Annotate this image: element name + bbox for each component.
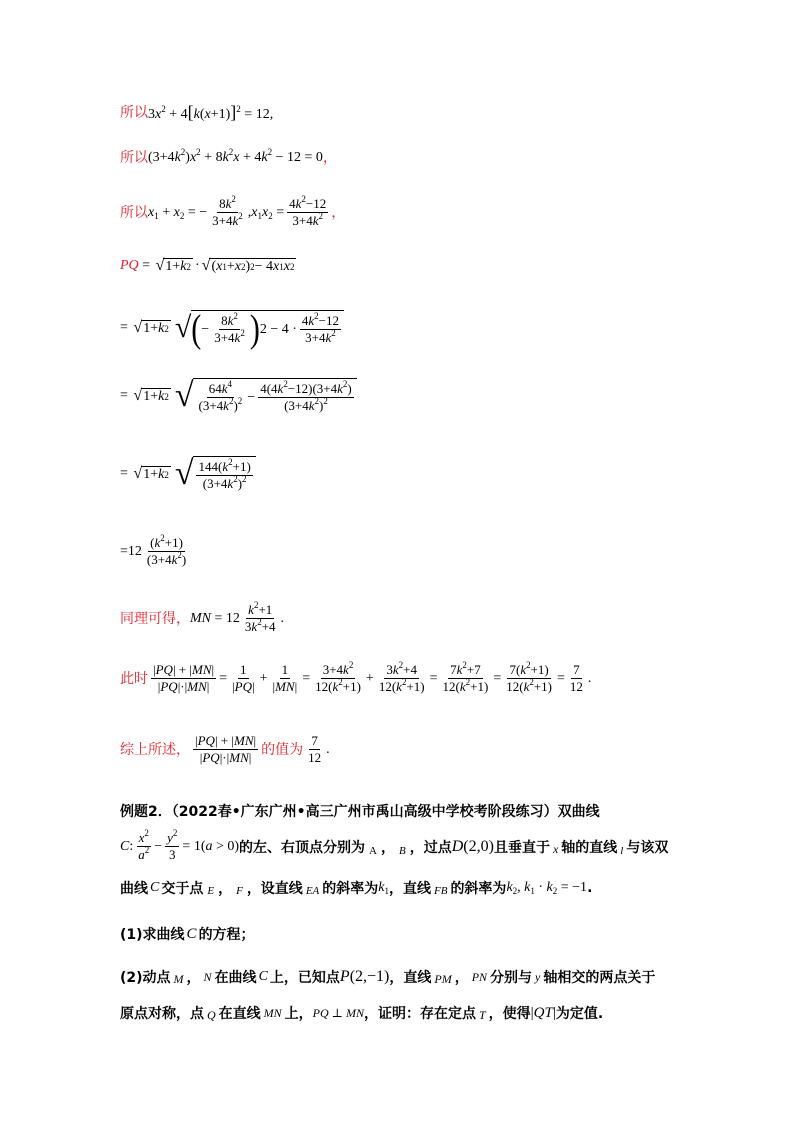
text-ex-l2b: ，过点 — [409, 839, 452, 856]
equation-line-11: 综上所述， $\frac{|PQ| + |MN|}{|PQ|\cdot|MN|}$ 的值为 $\frac{7}{12}$ . — [120, 733, 330, 766]
text-ex-l3f: 的斜率为 — [450, 881, 507, 897]
text-ex-l3b: 交于点 — [161, 881, 204, 897]
equation-line-4: PQ = √ 1+ k 2 · √ ( x 1 + x 2 ) 2 − 4 x 1 x 2 — [120, 257, 295, 274]
question-2: (2)动点 M ， N 在曲线 C 上，已知点 P(2,−1) ，直线 PM ， PN 分别与 y 轴相交的两点关于 — [120, 968, 656, 986]
text-q3e: ，使得 — [488, 1006, 531, 1022]
equation-line-2: 所以 $(3+4k^2)x^2 + 8k^2x + 4k^2 - 12 = 0$ ， — [120, 147, 337, 166]
text-q1b: 的方程； — [198, 927, 255, 943]
text-ex-l2d: 轴的直线 — [561, 839, 618, 856]
text-q2d: ，直线 — [389, 970, 432, 986]
text-ex-l3c: ，设直线 — [246, 881, 303, 897]
text-ex-l3e: ，直线 — [388, 881, 431, 897]
text-q3a: 原点对称，点 — [120, 1006, 204, 1022]
equation-line-1: 所以 $3x^2 + 4[k(x+1)]^2 = 12$, — [120, 102, 274, 122]
example-title: 例题2．（2022春•广东广州•高三广州市禹山高级中学校考阶段练习）双曲线 — [120, 804, 600, 820]
text-suoyi: 所以 — [120, 150, 148, 166]
text-tongli: 同理可得， — [120, 610, 190, 627]
text-q2a: (2)动点 — [120, 970, 171, 986]
text-suoyi: 所以 — [120, 204, 148, 221]
equation-line-7: = √ 1+ k 2 √ $\frac{144(k^2+1)}{(3+4k^2)^2}$ — [120, 456, 256, 493]
equation-line-5: = √ 1+ k 2 √ ( − $\frac{8k^2}{3+4k^2}$ ) 2 − 4 · $\frac{4k^2-12}{3+4k^2}$ — [120, 310, 344, 347]
text-q2f: 轴相交的两点关于 — [543, 970, 656, 986]
text-q1a: (1)求曲线 — [120, 927, 185, 943]
equation-line-9: 同理可得， MN = 12 $\frac{k^2+1}{3k^2+4}$ . — [120, 600, 285, 635]
text-cishi: 此时 — [120, 670, 148, 687]
text-q3c: 上， — [284, 1006, 313, 1022]
example-line-2: C: $\frac{x^2}{a^2}$ − $\frac{y^2}{3}$ = 1(a > 0) 的左、右顶点分别为 A ， B ，过点 D(2,0) 且垂直于 x 轴的直线 l 与该双 — [120, 828, 669, 863]
text-suoyi: 所以 — [120, 104, 148, 121]
text-ex-l3a: 曲线 — [120, 881, 148, 897]
text-q3d: ，证明：存在定点 — [363, 1006, 476, 1022]
text-ex-l2a: 的左、右顶点分别为 — [239, 839, 366, 856]
text-ex-l2e: 与该双 — [626, 839, 669, 856]
text-ex-l2c: 且垂直于 — [493, 839, 550, 856]
text-ex-l3d: 的斜率为 — [322, 881, 379, 897]
question-1: (1)求曲线 C 的方程； — [120, 925, 255, 943]
equation-line-6: = √ 1+ k 2 √ $\frac{64k^4}{(3+4k^2)^2}$ − $\frac{4(4k^2-12)(3+4k^2)}{(3+4k^2)^2}$ — [120, 378, 357, 415]
text-q3b: 在直线 — [218, 1006, 261, 1022]
text-q3f: 为定值. — [555, 1006, 604, 1022]
text-q2e: 分别与 — [490, 970, 533, 986]
example-heading — [120, 801, 600, 821]
equation-line-8: =12 $\frac{(k^2+1)}{(3+4k^2)}$ — [120, 533, 187, 568]
text-dezhiwei: 的值为 — [261, 741, 304, 758]
equation-line-10: 此时 $\frac{|PQ| + |MN|}{|PQ|\cdot|MN|}$ = $\frac{1}{|PQ|}$ + $\frac{1}{|MN|}$ = $\frac{3+4k^2}{12(k^2+1)}$ + $\frac{3k^2+4}{12(k^2+1)}$ = $\frac{7k^2+7}{12(k^2+1)}$ = $\frac{7(k^2+1)}{12(k^2+1)}$ = $\frac{7}{12}$ . — [120, 660, 592, 695]
example-line-3: 曲线 C 交于点 E ， F ，设直线 EA 的斜率为 $k_1$ ，直线 FB 的斜率为 $k_2$, $k_1 \cdot k_2 = -1$ . — [120, 880, 593, 897]
equation-line-3: 所以 $x_1 + x_2$ = − $\frac{8k^2}{3+4k^2}$ $,x_1x_2$ = $\frac{4k^2-12}{3+4k^2}$ ， — [120, 194, 346, 229]
question-2-cont: 原点对称，点 Q 在直线 MN 上， PQ ⊥ MN ，证明：存在定点 T ，使得 |QT| 为定值. — [120, 1004, 604, 1022]
text-q2c: 上，已知点 — [269, 970, 340, 986]
text-zongshang: 综上所述， — [120, 741, 190, 758]
text-q2b: 在曲线 — [214, 970, 257, 986]
